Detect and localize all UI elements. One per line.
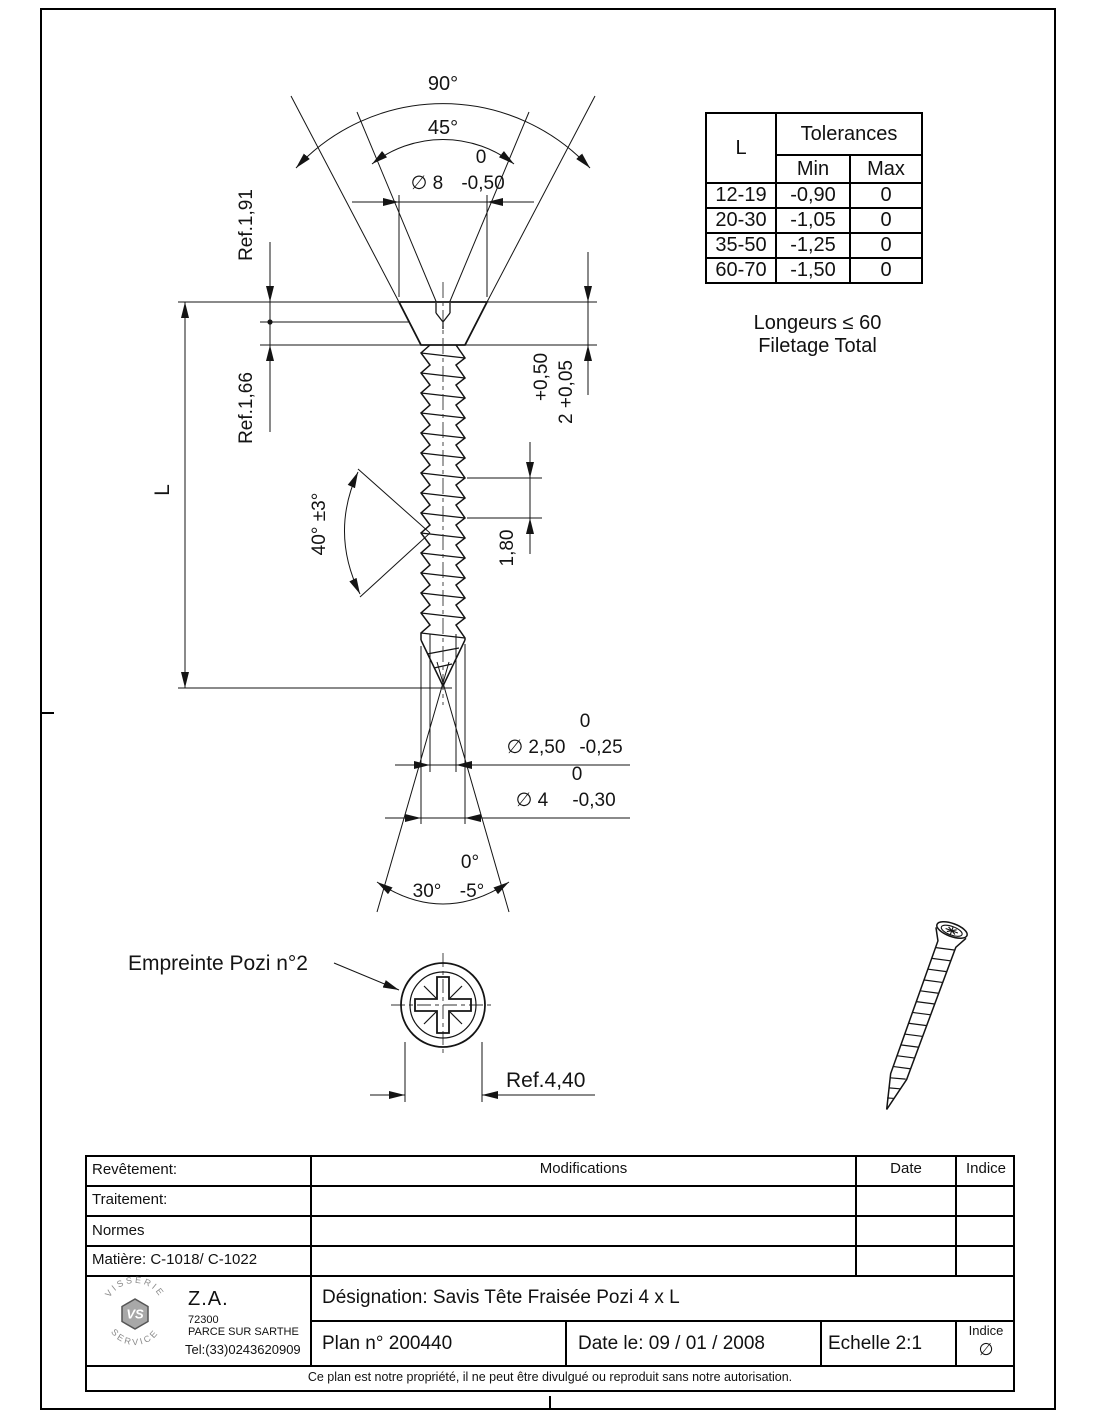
title-block-line	[310, 1155, 312, 1365]
thread-note-line1: Longeurs ≤ 60	[753, 312, 882, 334]
title-block-line	[85, 1365, 1015, 1367]
dim-pitch: 1,80	[497, 529, 518, 567]
tolerance-range: 20-30	[706, 208, 776, 233]
dim-od-lower-tol: -0,30	[572, 790, 616, 811]
tolerance-row	[706, 258, 922, 283]
standards-label: Normes	[92, 1222, 145, 1239]
dim-head-dia-upper-tol: 0	[475, 147, 487, 168]
title-block-line	[85, 1275, 1015, 1277]
title-block-line	[85, 1245, 1015, 1247]
thread-note	[695, 312, 940, 358]
title-block-line	[820, 1320, 822, 1365]
tolerance-min: -1,05	[776, 208, 850, 233]
dim-tip-angle-lower-tol: -5°	[459, 881, 485, 902]
treatment-label: Traitement:	[92, 1191, 168, 1208]
material-label: Matière: C-1018/ C-1022	[92, 1251, 258, 1268]
date-header: Date	[890, 1160, 922, 1177]
dim-head-height: 2 +0,05	[556, 360, 577, 424]
tolerance-min: -1,50	[776, 258, 850, 283]
logo-arc-bottom-text: SERVICE	[109, 1326, 161, 1348]
title-block-line	[565, 1320, 567, 1365]
modifications-header: Modifications	[539, 1160, 628, 1177]
tolerance-min: -1,25	[776, 233, 850, 258]
legal-footer: Ce plan est notre propriété, il ne peut être divulgué ou reproduit sans notre autorisation.	[307, 1370, 793, 1384]
logo-monogram: VS	[126, 1306, 144, 1322]
tolerance-max: 0	[850, 183, 922, 208]
dim-core-dia: ∅ 2,50	[506, 737, 566, 758]
tolerance-max: 0	[850, 208, 922, 233]
screw-3d-view	[872, 918, 970, 1115]
dim-head-dia: ∅ 8	[410, 173, 444, 194]
plan-number: Plan n° 200440	[322, 1333, 453, 1354]
tolerance-range: 12-19	[706, 183, 776, 208]
company-za: Z.A.	[188, 1288, 229, 1310]
tolerance-range: 60-70	[706, 258, 776, 283]
left-dimensions	[178, 242, 597, 688]
tolerance-row	[706, 208, 922, 233]
tolerance-table-l-header: L	[706, 113, 776, 183]
thread-note-line2: Filetage Total	[758, 335, 877, 357]
indice-header: Indice	[965, 1160, 1007, 1177]
company-city: PARCE SUR SARTHE	[188, 1326, 299, 1338]
tolerance-min: -0,90	[776, 183, 850, 208]
tolerance-row	[706, 233, 922, 258]
company-postal: 72300	[188, 1314, 219, 1326]
tolerance-range: 35-50	[706, 233, 776, 258]
dim-thread-angle: 40° ±3°	[309, 492, 330, 556]
dim-tip-angle: 30°	[412, 881, 442, 902]
dim-ref-1-91: Ref.1,91	[236, 189, 257, 261]
tip-angle-dimension	[377, 662, 509, 912]
tolerance-table-min-header: Min	[776, 155, 850, 183]
dim-half-angle-label: 45°	[427, 117, 459, 139]
title-block-line	[85, 1215, 1015, 1217]
dim-head-dia-lower-tol: -0,50	[461, 173, 505, 194]
logo-arc-top-text: VISSERIE	[103, 1274, 167, 1299]
indice-value: ∅	[978, 1340, 994, 1359]
thread-angle-dimension	[344, 469, 430, 597]
company-logo	[95, 1274, 177, 1358]
dim-core-dia-upper-tol: 0	[579, 711, 591, 732]
dim-tip-angle-upper-tol: 0°	[460, 852, 480, 873]
dim-head-height-upper-tol: +0,50	[531, 352, 552, 402]
pozi-recess-label: Empreinte Pozi n°2	[128, 952, 308, 975]
tolerance-table	[705, 112, 923, 284]
dim-head-angle-label: 90°	[427, 73, 459, 95]
designation: Désignation: Savis Tête Fraisée Pozi 4 x L	[322, 1287, 680, 1308]
dim-length-label: L	[151, 484, 174, 496]
dim-ref-1-66: Ref.1,66	[236, 372, 257, 444]
coating-label: Revêtement:	[92, 1161, 178, 1178]
tolerance-table-max-header: Max	[850, 155, 922, 183]
dim-core-dia-lower-tol: -0,25	[579, 737, 623, 758]
drawing-date: Date le: 09 / 01 / 2008	[578, 1333, 765, 1354]
tolerance-row	[706, 183, 922, 208]
tolerance-max: 0	[850, 233, 922, 258]
company-phone: Tel:(33)0243620909	[185, 1342, 301, 1357]
tolerance-max: 0	[850, 258, 922, 283]
dim-od-upper-tol: 0	[571, 764, 583, 785]
indice-label: Indice	[968, 1323, 1004, 1338]
tolerance-table-title: Tolerances	[776, 113, 922, 155]
dim-od: ∅ 4	[515, 790, 549, 811]
dim-recess-ref: Ref.4,40	[506, 1069, 586, 1092]
title-block-line	[85, 1185, 1015, 1187]
scale: Echelle 2:1	[828, 1333, 923, 1354]
title-block-line	[310, 1320, 1015, 1322]
